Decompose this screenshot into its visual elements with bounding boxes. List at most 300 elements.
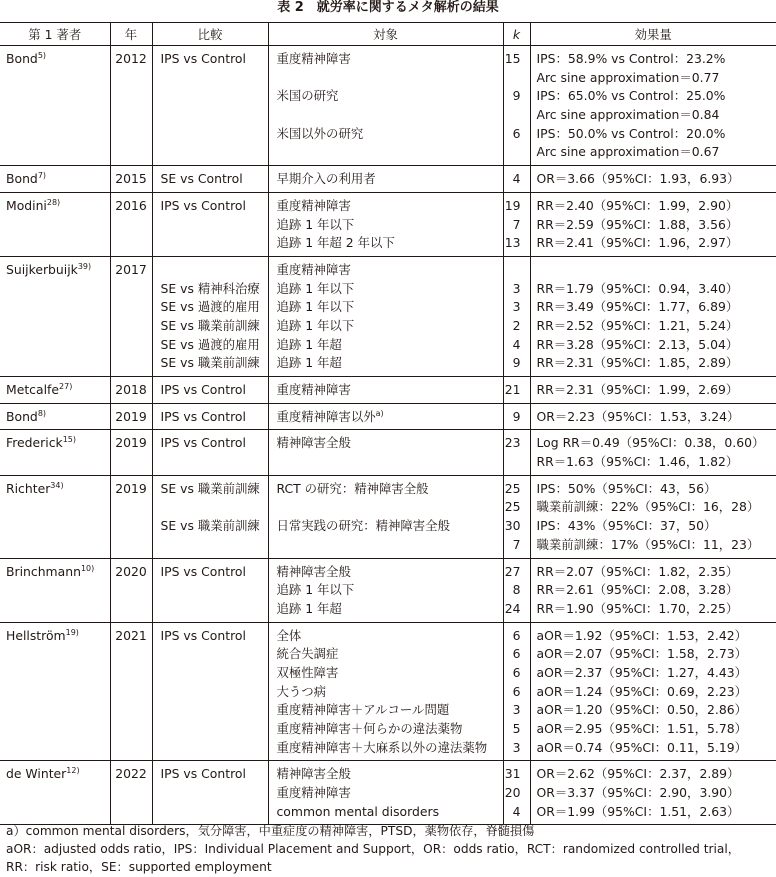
k-line — [504, 336, 521, 355]
k-line — [504, 280, 521, 299]
k-line — [504, 106, 521, 125]
k-line — [504, 143, 521, 162]
year-cell: 2016 — [110, 192, 152, 256]
target-line — [277, 453, 503, 472]
k-text: 21 — [504, 382, 521, 398]
effect-text: aOR＝1.24（95%CI：0.69，2.23） — [536, 683, 748, 699]
k-text: 24 — [504, 600, 521, 616]
target-cell — [268, 166, 503, 193]
comparison-line — [161, 434, 268, 453]
k-text: 3 — [512, 702, 521, 718]
effect-text: IPS：50%（95%CI：43，56） — [536, 480, 717, 496]
target-line — [277, 517, 503, 536]
year-cell: 2020 — [110, 558, 152, 622]
effect-text: IPS：50.0% vs Control：20.0% — [536, 125, 726, 141]
footnote-line: aOR：adjusted odds ratio，IPS：Individual Placement and Support，OR：odds ratio，RCT：randomized controlled trial， — [6, 842, 740, 856]
target-line — [277, 143, 503, 162]
comparison-line — [161, 581, 268, 600]
effect-line — [537, 645, 776, 664]
target-line — [277, 701, 503, 720]
k-line — [504, 408, 521, 427]
comparison-line — [161, 234, 268, 253]
target-text: 米国の研究 — [276, 88, 339, 104]
effect-text: 職業前訓練：22%（95%CI：16，28） — [536, 499, 760, 515]
effect-line — [537, 453, 776, 472]
k-text: 6 — [512, 683, 521, 699]
comparison-text: SE vs 職業前訓練 — [160, 480, 260, 496]
author-cell — [0, 46, 110, 166]
k-text: 19 — [504, 197, 521, 213]
effect-text: RR＝1.90（95%CI：1.70，2.25） — [536, 600, 739, 616]
comparison-line — [161, 536, 268, 555]
effect-text: OR＝3.37（95%CI：2.90，3.90） — [536, 785, 740, 801]
effect-text: RR＝2.40（95%CI：1.99，2.90） — [536, 197, 739, 213]
effect-text: RR＝3.49（95%CI：1.77，6.89） — [536, 299, 739, 315]
effect-line — [537, 803, 776, 822]
header-effect: 効果量 — [530, 23, 776, 46]
effect-cell — [530, 558, 776, 622]
effect-line — [537, 563, 776, 582]
author-cell — [0, 256, 110, 376]
effect-line — [537, 664, 776, 683]
target-line — [277, 627, 503, 646]
effect-cell — [530, 46, 776, 166]
target-text: common mental disorders — [276, 803, 440, 819]
k-text: 3 — [512, 299, 521, 315]
year-cell: 2015 — [110, 166, 152, 193]
author-cell — [0, 430, 110, 475]
k-line — [504, 517, 521, 536]
target-line — [277, 408, 503, 427]
target-cell — [268, 377, 503, 404]
effect-line — [537, 683, 776, 702]
effect-line — [537, 106, 776, 125]
author-name: Brinchmann — [6, 563, 81, 579]
k-text: 6 — [512, 125, 521, 141]
year-cell: 2021 — [110, 622, 152, 761]
target-line — [277, 480, 503, 499]
author-cell — [0, 558, 110, 622]
author-name: Suijkerbuijk — [6, 261, 78, 277]
target-line — [277, 197, 503, 216]
reference-number: 5) — [37, 51, 47, 60]
target-text: 追跡 1 年超 — [276, 355, 342, 371]
target-line — [277, 125, 503, 144]
k-text: 7 — [512, 536, 521, 552]
effect-line — [537, 600, 776, 619]
table-caption: 表 2 就労率に関するメタ解析の結果 — [277, 0, 499, 15]
year-cell: 2019 — [110, 403, 152, 430]
target-text: 重度精神障害 — [276, 785, 351, 801]
k-line — [504, 354, 521, 373]
k-text: 4 — [512, 803, 521, 819]
k-text: 8 — [512, 582, 521, 598]
k-text: 3 — [512, 739, 521, 755]
effect-text: RR＝2.59（95%CI：1.88，3.56） — [536, 216, 739, 232]
target-line — [277, 664, 503, 683]
target-line — [277, 803, 503, 822]
k-cell — [503, 166, 530, 193]
comparison-line — [161, 261, 268, 280]
effect-text: RR＝2.07（95%CI：1.82，2.35） — [536, 563, 739, 579]
reference-number: 34) — [50, 480, 64, 490]
k-cell — [503, 558, 530, 622]
effect-cell — [530, 761, 776, 825]
author-name: Bond — [6, 171, 38, 187]
table-row — [0, 403, 776, 430]
effect-line — [537, 197, 776, 216]
author-name: Modini — [6, 197, 47, 213]
k-cell — [503, 622, 530, 761]
effect-text: RR＝2.31（95%CI：1.85，2.89） — [536, 355, 739, 371]
comparison-line — [161, 354, 268, 373]
effect-cell — [530, 430, 776, 475]
table-row — [0, 256, 776, 376]
k-line — [504, 69, 521, 88]
k-text: 9 — [512, 88, 521, 104]
effect-line — [537, 720, 776, 739]
year-cell: 2018 — [110, 377, 152, 404]
target-cell — [268, 475, 503, 558]
target-cell — [268, 558, 503, 622]
effect-text: IPS：43%（95%CI：37，50） — [536, 518, 717, 534]
k-line — [504, 803, 521, 822]
effect-text: OR＝2.62（95%CI：2.37，2.89） — [536, 766, 740, 782]
k-text: 9 — [512, 355, 521, 371]
comparison-line — [161, 784, 268, 803]
effect-text: aOR＝2.95（95%CI：1.51，5.78） — [536, 721, 748, 737]
table-row — [0, 761, 776, 825]
comparison-line — [161, 87, 268, 106]
effect-line — [537, 336, 776, 355]
target-line — [277, 683, 503, 702]
k-line — [504, 261, 521, 280]
footnote-line: RR：risk ratio，SE：supported employment — [6, 860, 272, 874]
table-row — [0, 475, 776, 558]
effect-text: RR＝2.61（95%CI：2.08，3.28） — [536, 582, 739, 598]
effect-cell — [530, 377, 776, 404]
target-text: 追跡 1 年以下 — [276, 582, 355, 598]
target-cell — [268, 192, 503, 256]
target-text: 大うつ病 — [276, 683, 327, 699]
target-text: 重度精神障害＋アルコール問題 — [276, 702, 450, 718]
target-text: 精神障害全般 — [276, 435, 351, 451]
target-text: 追跡 1 年以下 — [276, 216, 355, 232]
effect-line — [537, 784, 776, 803]
k-text: 2 — [512, 317, 521, 333]
comparison-line — [161, 408, 268, 427]
effect-line — [537, 627, 776, 646]
k-line — [504, 434, 521, 453]
k-text: 6 — [512, 646, 521, 662]
effect-text: OR＝2.23（95%CI：1.53，3.24） — [536, 408, 740, 424]
effect-line — [537, 498, 776, 517]
target-line — [277, 581, 503, 600]
effect-text: RR＝1.63（95%CI：1.46，1.82） — [536, 454, 739, 470]
target-line — [277, 645, 503, 664]
comparison-line — [161, 683, 268, 702]
target-text: 追跡 1 年以下 — [276, 280, 355, 296]
effect-cell — [530, 256, 776, 376]
effect-line — [537, 69, 776, 88]
effect-line — [537, 739, 776, 758]
effect-text: Arc sine approximation＝0.77 — [536, 69, 720, 85]
target-line — [277, 106, 503, 125]
target-line — [277, 170, 503, 189]
target-text: 精神障害全般 — [276, 766, 351, 782]
comparison-line — [161, 498, 268, 517]
reference-number: 28) — [46, 197, 61, 207]
k-text: 9 — [512, 408, 521, 424]
effect-cell — [530, 622, 776, 761]
comparison-line — [161, 298, 268, 317]
k-text: 25 — [504, 480, 521, 496]
k-text: 6 — [512, 664, 521, 680]
k-text: 31 — [504, 766, 521, 782]
k-cell — [503, 430, 530, 475]
target-line — [277, 216, 503, 235]
comparison-line — [161, 645, 268, 664]
k-line — [504, 701, 521, 720]
effect-cell — [530, 403, 776, 430]
comparison-cell — [152, 430, 268, 475]
effect-line — [537, 581, 776, 600]
table-row — [0, 622, 776, 761]
reference-number: 12) — [66, 766, 80, 776]
k-line — [504, 739, 521, 758]
header-row — [0, 23, 776, 46]
k-text: 7 — [512, 216, 521, 232]
reference-number: 8) — [37, 408, 47, 418]
k-line — [504, 581, 521, 600]
k-line — [504, 298, 521, 317]
k-text: 23 — [504, 435, 521, 451]
effect-text: IPS：58.9% vs Control：23.2% — [536, 51, 726, 66]
year-cell: 2022 — [110, 761, 152, 825]
target-line — [277, 87, 503, 106]
comparison-line — [161, 143, 268, 162]
comparison-line — [161, 280, 268, 299]
target-cell — [268, 761, 503, 825]
effect-text: Arc sine approximation＝0.84 — [536, 107, 720, 123]
author-cell — [0, 192, 110, 256]
comparison-line — [161, 197, 268, 216]
target-text: 精神障害全般 — [276, 563, 351, 579]
effect-cell — [530, 475, 776, 558]
effect-text: aOR＝0.74（95%CI：0.11，5.19） — [536, 739, 748, 755]
effect-line — [537, 280, 776, 299]
target-text: 重度精神障害 — [276, 261, 351, 277]
target-line — [277, 317, 503, 336]
comparison-cell — [152, 166, 268, 193]
target-cell — [268, 403, 503, 430]
k-line — [504, 664, 521, 683]
k-line — [504, 498, 521, 517]
target-text: 重度精神障害以外 — [276, 408, 376, 424]
k-cell — [503, 761, 530, 825]
author-name: de Winter — [6, 766, 67, 782]
k-text: 13 — [504, 235, 521, 251]
comparison-cell — [152, 558, 268, 622]
target-text: 統合失調症 — [276, 646, 339, 662]
k-line — [504, 453, 521, 472]
k-text: 27 — [504, 563, 521, 579]
comparison-text: IPS vs Control — [160, 51, 246, 66]
effect-line — [537, 261, 776, 280]
k-line — [504, 170, 521, 189]
effect-cell — [530, 166, 776, 193]
target-text: 追跡 1 年以下 — [276, 299, 355, 315]
effect-text: aOR＝2.07（95%CI：1.58，2.73） — [536, 646, 748, 662]
target-text: 米国以外の研究 — [276, 125, 364, 141]
comparison-line — [161, 720, 268, 739]
comparison-line — [161, 627, 268, 646]
k-line — [504, 480, 521, 499]
effect-text: RR＝3.28（95%CI：2.13，5.04） — [536, 336, 739, 352]
target-text: 早期介入の利用者 — [276, 171, 376, 187]
table-row — [0, 166, 776, 193]
target-cell — [268, 256, 503, 376]
k-cell — [503, 46, 530, 166]
target-line — [277, 261, 503, 280]
target-text: 重度精神障害 — [276, 197, 351, 213]
target-text: 追跡 1 年超 2 年以下 — [276, 235, 395, 251]
comparison-line — [161, 317, 268, 336]
comparison-text: SE vs 過渡的雇用 — [160, 299, 260, 315]
reference-number: 7) — [37, 171, 47, 181]
target-text: 追跡 1 年以下 — [276, 317, 355, 333]
author-name: Bond — [6, 51, 38, 66]
k-cell — [503, 475, 530, 558]
target-text: 重度精神障害 — [276, 382, 351, 398]
k-line — [504, 50, 521, 69]
comparison-cell — [152, 475, 268, 558]
effect-cell — [530, 192, 776, 256]
effect-text: OR＝3.66（95%CI：1.93，6.93） — [536, 171, 740, 187]
k-line — [504, 683, 521, 702]
reference-number: 19) — [65, 627, 79, 637]
year-cell: 2017 — [110, 256, 152, 376]
comparison-text: SE vs 職業前訓練 — [160, 355, 260, 371]
k-line — [504, 784, 521, 803]
effect-line — [537, 408, 776, 427]
comparison-line — [161, 517, 268, 536]
effect-line — [537, 381, 776, 400]
target-cell — [268, 622, 503, 761]
comparison-line — [161, 453, 268, 472]
target-line — [277, 720, 503, 739]
target-text: RCT の研究：精神障害全般 — [276, 480, 429, 496]
effect-line — [537, 125, 776, 144]
target-line — [277, 536, 503, 555]
target-line — [277, 336, 503, 355]
effect-text: OR＝1.99（95%CI：1.51，2.63） — [536, 803, 740, 819]
target-cell — [268, 430, 503, 475]
target-text: 重度精神障害＋大麻系以外の違法薬物 — [276, 739, 488, 755]
k-text: 30 — [504, 518, 521, 534]
comparison-text: SE vs Control — [160, 171, 243, 187]
comparison-line — [161, 739, 268, 758]
effect-line — [537, 434, 776, 453]
effect-line — [537, 480, 776, 499]
comparison-line — [161, 701, 268, 720]
k-line — [504, 563, 521, 582]
k-line — [504, 645, 521, 664]
effect-line — [537, 87, 776, 106]
header-comparison: 比較 — [152, 23, 268, 46]
comparison-text: IPS vs Control — [160, 563, 246, 579]
k-text: 3 — [512, 280, 521, 296]
comparison-text: IPS vs Control — [160, 627, 246, 643]
year-cell: 2019 — [110, 475, 152, 558]
table-row — [0, 430, 776, 475]
target-line — [277, 600, 503, 619]
effect-line — [537, 317, 776, 336]
year-cell: 2019 — [110, 430, 152, 475]
effect-line — [537, 50, 776, 69]
effect-text: Log RR＝0.49（95%CI：0.38，0.60） — [536, 435, 765, 451]
k-text: 20 — [504, 785, 521, 801]
comparison-cell — [152, 377, 268, 404]
k-cell — [503, 403, 530, 430]
target-line — [277, 739, 503, 758]
header-year: 年 — [110, 23, 152, 46]
k-text: 5 — [512, 721, 521, 737]
footnote-marker: a) — [375, 408, 384, 418]
effect-line — [537, 765, 776, 784]
k-text: 6 — [512, 627, 521, 643]
comparison-line — [161, 170, 268, 189]
header-target: 対象 — [268, 23, 503, 46]
table-row — [0, 192, 776, 256]
effect-line — [537, 170, 776, 189]
k-line — [504, 600, 521, 619]
target-text: 日常実践の研究：精神障害全般 — [276, 518, 450, 534]
comparison-text: SE vs 職業前訓練 — [160, 317, 260, 333]
comparison-text: SE vs 過渡的雇用 — [160, 336, 260, 352]
target-text: 重度精神障害 — [276, 51, 351, 66]
k-text: 4 — [512, 171, 521, 187]
effect-line — [537, 536, 776, 555]
comparison-text: SE vs 職業前訓練 — [160, 518, 260, 534]
k-line — [504, 765, 521, 784]
effect-text: RR＝2.41（95%CI：1.96，2.97） — [536, 235, 739, 251]
comparison-line — [161, 69, 268, 88]
k-line — [504, 317, 521, 336]
comparison-cell — [152, 761, 268, 825]
header-k: k — [503, 23, 530, 46]
target-line — [277, 50, 503, 69]
target-text: 重度精神障害＋何らかの違法薬物 — [276, 721, 463, 737]
target-line — [277, 563, 503, 582]
target-line — [277, 381, 503, 400]
author-name: Hellström — [6, 627, 66, 643]
k-cell — [503, 192, 530, 256]
effect-text: RR＝2.31（95%CI：1.99，2.69） — [536, 382, 739, 398]
k-cell — [503, 377, 530, 404]
reference-number: 10) — [80, 563, 95, 573]
author-cell — [0, 475, 110, 558]
year-cell: 2012 — [110, 46, 152, 166]
target-text: 追跡 1 年超 — [276, 600, 342, 616]
k-line — [504, 234, 521, 253]
effect-text: RR＝2.52（95%CI：1.21，5.24） — [536, 317, 739, 333]
footnote-line: a）common mental disorders，気分障害，中重症度の精神障害，PTSD，薬物依存，脊髄損傷 — [6, 824, 535, 838]
target-text: 全体 — [276, 627, 302, 643]
effect-text: IPS：65.0% vs Control：25.0% — [536, 88, 726, 104]
effect-text: 職業前訓練：17%（95%CI：11，23） — [536, 536, 760, 552]
k-text: 25 — [504, 499, 521, 515]
